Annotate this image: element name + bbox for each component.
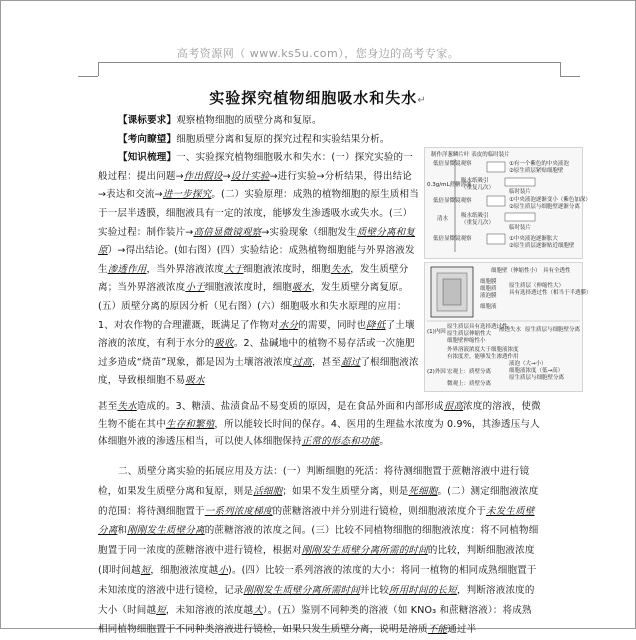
para2-t3: 。(二）测定细胞液浓度的范围：将待测细胞置于 [98,485,539,517]
body-u16: 吸水 [185,375,205,387]
fig2-label: 有浓度差，能够发生渗透作用 [447,354,519,360]
body-s11: ，发生质壁分离复原。(五）质壁分离的原因分析（见右图）(六）细胞吸水和失水原理的应用：1、对农作物的合理灌溉，既满足了作物对 [98,282,409,331]
figure-procedure-svg [425,148,591,258]
para2-u7: 短 [140,564,151,576]
para2-t2: ；如果不发生质壁分离，则是 [282,485,409,497]
fig2-label: (1)内因 [427,329,446,335]
body-u19: 生存和繁殖 [165,418,215,430]
fig1-label: ②原生质层逐渐贴近细胞壁 [509,243,575,249]
fig1-label: ②原生质层与细胞壁逐渐分离 [509,204,580,210]
know-intro: 一、实验探究植物细胞吸水和失水：(一） [176,152,355,164]
body-u20: 正常的形态和功能 [301,436,380,447]
fig1-label: 临时装片 [509,189,532,195]
fig1-label: ①中央液泡逐渐胀大 [509,236,558,242]
para2-t6: 的蔗糖溶液的浓度之间。(三）比较不同植物细胞的细胞液浓度：将不同植物细胞置于同一浓度的蔗糖溶液中进行镜检，根据对 [98,525,539,557]
fig1-label: 吸水纸吸引 [461,178,489,184]
course-requirement [98,112,541,131]
body-cont-paragraph [98,398,541,451]
para2-u12: 大 [253,604,263,616]
fig2-label: 渗透失水 [499,327,522,333]
fig1-label: ②原生质层紧贴细胞壁 [509,168,564,174]
fig1-label: 低倍显微镜观察 [433,236,472,242]
paragraph-mark: ↵ [417,95,427,106]
figure-experiment-procedure [424,147,591,259]
body-s16: 了根细胞液浓度，导致根细胞不易 [98,356,419,387]
fig2-label: 外界溶液浓度大于细胞液浓度 [447,347,519,353]
figure-cause-analysis [424,262,592,392]
body-s5: →实验现象（细胞发生 [261,226,357,238]
figure-cause-svg [425,263,592,391]
body-s19: 浓度的溶液，使微生物不能在其中 [98,401,541,430]
fig1-label: 吸水纸吸引 [461,213,489,219]
fig2-label: 细胞液浓度（低→高） [509,368,564,374]
body-u9: 小于 [185,282,205,294]
document-title [0,87,636,108]
fig1-label: （重复几次） [461,185,495,191]
para2-u9: 刚刚发生质壁分离所需时间 [243,584,360,596]
para2-u1: 活细胞 [253,485,283,497]
body-s14: 。2、盐碱地中的植物不易存活或一次施肥过多造成“烧苗”现象，都是因为土壤溶液浓度 [98,338,415,368]
body-s1: 探究实验的一般过程：提出问题→ [98,152,413,182]
header-stub-left [78,76,98,77]
para2-t7: 的比较，判断细胞液浓度(即时间越 [98,545,535,576]
body-s18: 造成的。3、糖渍、盐渍食品不易变质的原因，是在食品外面和内部形成 [136,401,444,412]
header-tick-right [560,62,561,76]
fig1-label: ①有一个紫色的中央液泡 [509,161,569,167]
body-s2: → [222,170,231,182]
fig2-label: 微观上：质壁分离 [447,381,492,387]
para2-u6: 刚刚发生质壁分离所需的时间 [301,545,428,557]
body-continuation [98,398,541,451]
body-s10: 细胞液浓度时，细胞 [204,282,293,294]
extension-section [98,462,541,640]
para2-t12: ，未知溶液的浓度越 [165,604,254,616]
para2-t5: 和 [117,525,128,537]
document-title-text: 实验探究植物细胞吸水和失水 [209,89,418,107]
para2-t4: 的蔗糖溶液中并分别进行镜检，则细胞液浓度介于 [272,505,487,517]
para2-t1: 二、质壁分离实验的拓展应用及方法：(一）判断细胞的死活：将待测细胞置于蔗糖溶液中进行镜检，如果发生质壁分离和复原，则是 [98,466,530,497]
body-u8: 失水 [330,263,351,275]
fig2-label: 细胞质 [480,286,497,292]
body-s12: 的需要，同时也 [298,319,367,331]
body-s6: ）→得出结论。(如右图）(四）实验结论：成熟植物细胞能与外界溶液发生 [98,245,415,275]
para2-u5: 刚刚发生质壁分离 [127,525,205,537]
para2-u3: 一系列浓度梯度 [204,505,273,517]
fig2-label: 原生质层与细胞壁分离 [525,327,581,333]
body-s8: 细胞液浓度时，细胞 [243,263,331,275]
body-u18: 很高 [443,401,464,412]
req-text: 观察植物细胞的质壁分离和复原。 [176,115,322,126]
body-u1: 作出假设 [183,170,223,182]
body-s20: ，所以能较长时间的保存。4、医用的生理盐水浓度为 0.9%，其渗透压与人体细胞外液的渗透压相当，可以使人体细胞保持 [98,418,540,447]
header-tick-left [98,62,99,76]
para2-u8: 小 [218,564,229,576]
para2-u4: 未发生质壁分离 [98,505,535,537]
body-u15: 超过 [341,356,361,368]
header-site-text: 高考资源网（ www.ks5u.com），您身边的高考专家。 [176,47,460,60]
header-rule [98,62,560,63]
fig2-label: 细胞膜 [480,279,497,285]
body-s15: ，甚至 [311,356,342,368]
body-s13: 了土壤溶液的浓度，有利于水分的 [98,319,415,350]
para2-t11: ，判断溶液浓度的大小（时间越 [98,584,535,616]
fig2-label: 原生质层具有选择透过性 [447,324,508,330]
exam-direction [98,131,428,150]
body-s4: 。(二）实验原理：成熟的植物细胞的原生质相当于一层半透膜，细胞液具有一定的浓度，能够发生渗透吸水或失水。(三）实验过程：制作装片→ [98,189,419,238]
body-s7: ，当外界溶液浓度 [146,263,225,275]
fig2-label: 细胞壁（伸缩性小） [491,268,541,274]
body-u13: 吸收 [214,338,234,350]
fig2-label: (2)外因 [427,369,446,375]
body-u14: 过高 [292,356,312,368]
body-u17: 失水 [117,401,137,412]
fig1-label: 0.3g/mL蔗糖溶液 [427,182,472,188]
fig2-label: 具有选择透过性（相当于半透膜） [509,290,592,296]
para2-t9: )。(四）比较一系列溶液的浓度的大小：将同一植物的相同成熟细胞置于未知浓度的溶液中进行镜检，记录 [98,564,537,596]
para2-t13: ）。(五）鉴别不同种类的溶液（如 KNO₃ 和蔗糖溶液）：将成熟相同植物细胞置于不同种类溶液进行镜检，如果只发生质壁分离，说明是溶质 [98,604,532,636]
para2-t14: 通过半 [447,624,477,636]
fig2-label: 细胞壁伸缩性小 [447,338,486,344]
fig1-label: 低倍显微镜观察 [433,161,472,167]
body-u5: 质壁分离和复原 [98,226,416,257]
para2-u11: 短 [156,604,166,616]
fig1-label: 清水 [437,216,449,222]
body-u11: 水分 [278,319,299,331]
fig2-label: 具有全透性 [543,268,571,274]
body-s17: 甚至 [98,401,118,412]
extension-paragraph [98,462,541,640]
fig1-label: 低倍显微镜观察 [433,198,472,204]
fig1-label: 临时装片 [509,225,532,231]
fig2-label: 液泡（大→小） [509,361,547,367]
exam-label: 【考向瞭望】 [118,133,177,145]
fig2-label: 液泡膜 [480,293,497,299]
para2-u10: 所用时间的长短 [389,584,457,596]
body-u4: 高倍显微镜观察 [193,226,262,238]
body-u6: 渗透作用 [107,263,147,275]
fig2-label: 原生质层（伸缩性大） [509,283,565,289]
fig2-label: 宏观上：质壁分离 [447,369,492,375]
fig1-label: （重复几次） [461,220,495,226]
body-s21: 。 [379,436,390,447]
fig1-label: ①中央液泡逐渐变小（紫色加深） [509,197,591,203]
body-s3: →进行实验→分析结果，得出结论→表达和交流→ [98,170,412,201]
body-u10: 吸水 [292,282,312,294]
para2-u13: 不能 [427,624,448,636]
fig1-title: 制作洋葱鳞片叶 表皮的临时装片 [431,152,510,158]
para2-t8: ，细胞液浓度越 [150,564,219,576]
body-u3: 进一步探究 [162,189,212,201]
para2-u2: 死细胞 [408,485,438,497]
header-stub-right [560,76,580,77]
knowledge-section [98,149,420,391]
body-u2: 设计实验 [230,170,270,182]
req-label: 【课标要求】 [118,115,177,126]
know-label: 【知识梳理】 [118,152,177,164]
body-s9: ，发生质壁分离；当外界溶液浓度 [98,263,409,294]
body-column [98,112,420,391]
body-u12: 降低 [366,319,386,331]
body-u7: 大于 [224,263,244,275]
fig2-label: 细胞液 [480,304,497,310]
fig2-label: 原生质层与细胞壁分离 [509,375,565,381]
fig2-label: 原生质层伸缩性大 [447,331,492,337]
exam-text: 细胞质壁分离和复原的探究过程和实验结果分析。 [176,133,390,145]
para2-t10: 并比较 [359,584,390,596]
